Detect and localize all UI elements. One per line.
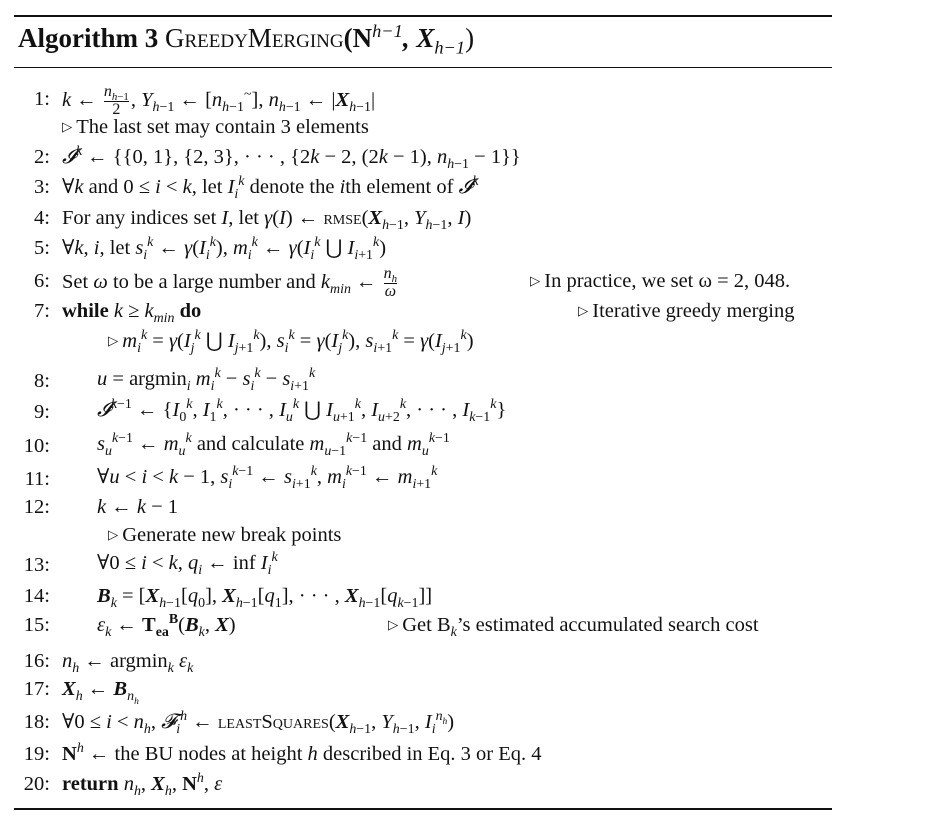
line-17-statement: $X_h$ ← $B_{n_h}$ (62, 678, 139, 707)
line-number: 9: (34, 401, 50, 423)
line-7-statement: while $k \ge k_{min}$ do (62, 300, 202, 327)
line-number: 6: (34, 270, 50, 292)
line-1-statement: k ← $\frac{n_{h-1}}{2}$ , $Y_{h-1}$ ← $[n_{h-1}^\sim]$, $n_{h-1}$ ← $|X_{h-1}|$ (62, 83, 376, 118)
line-6-statement: Set ω to be a large number and $k_{min}$ ← $\frac{n_h}{\omega}$ (62, 265, 398, 300)
line-14-statement: $B_k = [X_{h-1}[q_0]$, $X_{h-1}[q_1]$, · · · , $X_{h-1}[q_{k-1}]$] (97, 585, 433, 612)
line-12-statement: k ← k − 1 (97, 496, 179, 518)
line-number: 1: (34, 88, 50, 110)
comment-line-12: ▷ Generate new break points (108, 524, 342, 546)
line-number: 10: (23, 435, 50, 457)
title-rule (14, 67, 832, 68)
comment-line-1: ▷ The last set may contain 3 elements (62, 116, 369, 138)
line-5-statement: ∀k, i, let $s_i^k$ ← $\gamma(I_i^k)$, $m_i^k$ ← $\gamma(I_i^k$ ⋃ $I_{i+1}^k$) (62, 235, 387, 264)
line-18-statement: ∀0 ≤ $i < n_h$, 𝓕$_i^h$ ← $leastSquares(X_{h-1}$, $Y_{h-1}$, $I_i^{n_h}$) (62, 709, 455, 738)
line-number: 12: (23, 496, 50, 518)
line-number: 8: (34, 370, 50, 392)
line-15-statement: $\varepsilon_k$ ← $T_{ea}^B(B_k$, X) (97, 612, 236, 641)
line-number: 16: (23, 650, 50, 672)
bottom-rule (14, 808, 832, 810)
line-13-statement: ∀0 ≤ i < k, $q_i$ ← inf $I_i^k$ (97, 550, 278, 579)
line-9-statement: 𝓘$^{k-1}$ ← {$I_0^k$, $I_1^k$, · · · , $I_u^k$ ⋃ $I_{u+1}^k$, $I_{u+2}^k$, · · · , $I_{k-1}^k$} (97, 397, 507, 426)
line-number: 19: (23, 743, 50, 765)
line-16-statement: $n_h$ ← argmin$_k$ $\varepsilon_k$ (62, 650, 194, 677)
comment-line-6: ▷ In practice, we set ω = 2, 048. (530, 270, 791, 292)
line-19-statement: $N^h$ ← the BU nodes at height h described in Eq. 3 or Eq. 4 (62, 741, 542, 765)
line-number: 15: (23, 614, 50, 636)
line-8-statement: u = argmin$_i$ $m_i^k - s_i^k - s_{i+1}^k$ (97, 366, 316, 395)
line-number: 14: (23, 585, 50, 607)
line-number: 2: (34, 146, 50, 168)
line-4-statement: For any indices set I, let γ(I) ← $rmse(X_{h-1}$, $Y_{h-1}$, I) (62, 207, 472, 234)
line-number: 5: (34, 237, 50, 259)
line-number: 11: (24, 468, 50, 490)
line-number: 17: (23, 678, 50, 700)
line-number: 20: (23, 773, 50, 795)
line-11-statement: ∀u < i < k − 1, $s_i^{k-1}$ ← $s_{i+1}^k$, $m_i^{k-1}$ ← $m_{i+1}^k$ (97, 464, 438, 493)
line-3-statement: ∀k and 0 ≤ i < k, let $I_i^k$ denote the ith element of 𝓘$^k$ (62, 174, 479, 203)
line-number: 13: (23, 554, 50, 576)
line-10-statement: $s_u^{k-1}$ ← $m_u^k$ and calculate $m_{u-1}^{k-1}$ and $m_u^{k-1}$ (97, 431, 450, 460)
comment-line-7: ▷ Iterative greedy merging (578, 300, 795, 322)
algorithm-title: Algorithm 3 $GreedyMerging(N^{h-1}$, $X_{h-1}$) (18, 21, 475, 58)
comment-line-15: ▷ Get $B_k’s$ estimated accumulated search cost (388, 614, 759, 641)
line-20-statement: return $n_h$, $X_h$, $N^h$, ε (62, 771, 223, 800)
line-number: 7: (34, 300, 50, 322)
line-number: 18: (23, 711, 50, 733)
line-number: 3: (34, 176, 50, 198)
top-rule (14, 15, 832, 17)
loop-comment-merge-costs: ▷ $m_i^k = \gamma(I_j^k$ ⋃ $I_{j+1}^k$), $s_i^k = \gamma(I_j^k)$, $s_{i+1}^k = \gamma(I_{j+1}^k)$ (108, 328, 474, 357)
line-number: 4: (34, 207, 50, 229)
line-2-statement: 𝓘$^k$ ← {{0, 1}, {2, 3}, · · · , {2k − 2, (2k − 1), $n_{h-1} - 1$}} (62, 144, 521, 173)
